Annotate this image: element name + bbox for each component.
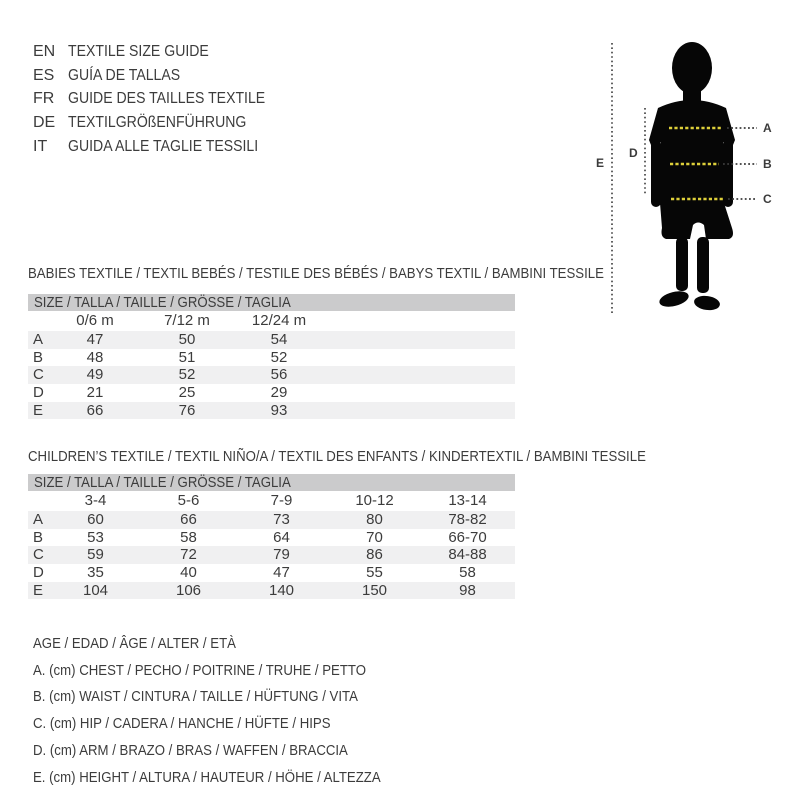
column-header: 3-4 (84, 492, 107, 509)
size-bar-label: SIZE / TALLA / TAILLE / GRÖSSE / TAGLIA (34, 294, 291, 311)
row-label: B (33, 528, 44, 546)
silhouette-right-leg (697, 237, 709, 293)
table-cell: 47 (86, 331, 104, 348)
table-cell: 40 (180, 564, 197, 582)
silhouette-left-leg (676, 237, 688, 291)
figure-label-a: A (763, 121, 772, 135)
babies-section-heading: BABIES TEXTILE / TEXTIL BEBÉS / TESTILE DES BÉBÉS / BABYS TEXTIL / BAMBINI TESSILE (28, 265, 604, 282)
table-row-b (28, 529, 515, 547)
silhouette-shorts (660, 203, 733, 239)
children-size-table (28, 474, 515, 599)
table-cell: 66-70 (448, 528, 487, 546)
legend-chest-line: A. (cm) CHEST / PECHO / POITRINE / TRUHE / PETTO (33, 661, 366, 679)
babies-size-bar (28, 294, 515, 311)
legend-age-line: AGE / EDAD / ÂGE / ALTER / ETÀ (33, 635, 236, 652)
table-cell: 47 (273, 564, 290, 582)
table-cell: 98 (459, 581, 476, 599)
table-row-d (28, 564, 515, 582)
table-cell: 72 (180, 546, 197, 564)
table-row-c (28, 546, 515, 564)
size-bar-label: SIZE / TALLA / TAILLE / GRÖSSE / TAGLIA (34, 474, 291, 491)
table-cell: 93 (270, 401, 288, 419)
table-cell: 150 (361, 581, 388, 599)
language-title: GUÍA DE TALLAS (68, 66, 181, 84)
table-row-a (28, 331, 515, 349)
table-row-e (28, 402, 515, 420)
row-label: D (33, 384, 44, 402)
table-cell: 106 (175, 581, 202, 599)
figure-label-e: E (596, 156, 605, 170)
table-cell: 78-82 (448, 511, 487, 528)
table-cell: 66 (86, 401, 104, 419)
table-cell: 58 (459, 564, 476, 582)
table-row-e (28, 582, 515, 600)
column-header: 7/12 m (164, 312, 210, 329)
table-cell: 86 (366, 546, 383, 564)
language-code: FR (33, 90, 55, 108)
table-cell: 79 (273, 546, 290, 564)
table-cell: 52 (178, 366, 196, 384)
table-cell: 70 (366, 528, 383, 546)
row-label: E (33, 401, 44, 419)
figure-label-c: C (763, 192, 772, 206)
table-cell: 66 (180, 511, 197, 528)
table-cell: 84-88 (448, 546, 487, 564)
column-header: 0/6 m (76, 312, 114, 329)
table-cell: 54 (270, 331, 288, 348)
language-row-es (33, 64, 292, 88)
table-cell: 55 (366, 564, 383, 582)
language-code: ES (33, 66, 55, 84)
legend-waist-line: B. (cm) WAIST / CINTURA / TAILLE / HÜFTUNG / VITA (33, 688, 358, 706)
table-cell: 64 (273, 528, 290, 546)
table-cell: 60 (87, 511, 104, 528)
empty-corner-cell (28, 311, 49, 331)
children-column-headers (28, 491, 515, 511)
legend-hip-line: C. (cm) HIP / CADERA / HANCHE / HÜFTE / HIPS (33, 715, 331, 733)
table-row-b (28, 349, 515, 367)
table-cell: 50 (178, 331, 196, 348)
column-header: 7-9 (270, 492, 293, 509)
row-label: C (33, 366, 44, 384)
table-cell: 53 (87, 528, 104, 546)
figure-label-d: D (629, 146, 638, 160)
column-header: 10-12 (355, 492, 394, 509)
row-label: C (33, 546, 44, 564)
empty-corner-cell (28, 491, 49, 511)
table-cell: 51 (178, 348, 196, 366)
language-title: TEXTILGRÖßENFÜHRUNG (68, 114, 247, 132)
row-label: E (33, 581, 44, 599)
column-header: 5-6 (177, 492, 200, 509)
row-label: B (33, 348, 44, 366)
table-cell: 49 (86, 366, 104, 384)
table-cell: 48 (86, 348, 104, 366)
table-cell: 76 (178, 401, 196, 419)
table-cell: 21 (86, 384, 104, 402)
legend-arm-line: D. (cm) ARM / BRAZO / BRAS / WAFFEN / BRACCIA (33, 741, 348, 759)
table-cell: 59 (87, 546, 104, 564)
row-label: A (33, 511, 44, 528)
language-code: DE (33, 114, 56, 132)
table-cell: 140 (268, 581, 295, 599)
table-cell: 73 (273, 511, 290, 528)
legend-height-line: E. (cm) HEIGHT / ALTURA / HAUTEUR / HÖHE / ALTEZZA (33, 768, 381, 786)
table-row-c (28, 366, 515, 384)
babies-size-table (28, 294, 515, 419)
table-row-a (28, 511, 515, 529)
language-row-it (33, 135, 292, 159)
figure-label-b: B (763, 157, 772, 171)
language-row-en (33, 40, 292, 64)
language-title: GUIDA ALLE TAGLIE TESSILI (68, 137, 259, 155)
language-list (33, 40, 292, 159)
babies-column-headers (28, 311, 515, 331)
child-silhouette (649, 42, 735, 312)
table-cell: 35 (87, 564, 104, 582)
language-title: TEXTILE SIZE GUIDE (68, 43, 209, 60)
measurement-legend (33, 631, 428, 791)
silhouette-shirt (649, 100, 735, 205)
row-label: A (33, 331, 44, 348)
children-section-heading: CHILDREN’S TEXTILE / TEXTIL NIÑO/A / TEXTIL DES ENFANTS / KINDERTEXTIL / BAMBINI TESSILE (28, 448, 646, 465)
table-cell: 25 (178, 384, 196, 402)
row-label: D (33, 564, 44, 582)
table-row-d (28, 384, 515, 402)
column-header: 12/24 m (251, 312, 307, 329)
table-cell: 52 (270, 348, 288, 366)
language-row-fr (33, 87, 292, 111)
table-cell: 58 (180, 528, 197, 546)
language-code: IT (33, 137, 48, 155)
language-code: EN (33, 43, 56, 60)
child-measurement-figure (585, 15, 785, 320)
silhouette-right-arm (723, 139, 733, 207)
table-cell: 56 (270, 366, 288, 384)
children-size-bar (28, 474, 515, 491)
silhouette-left-arm (651, 139, 661, 207)
table-cell: 104 (82, 581, 109, 599)
silhouette-right-shoe (693, 294, 721, 311)
column-header: 13-14 (448, 492, 487, 509)
language-title: GUIDE DES TAILLES TEXTILE (68, 90, 266, 108)
silhouette-left-shoe (658, 289, 690, 310)
table-cell: 80 (366, 511, 383, 528)
language-row-de (33, 111, 292, 135)
table-cell: 29 (270, 384, 288, 402)
